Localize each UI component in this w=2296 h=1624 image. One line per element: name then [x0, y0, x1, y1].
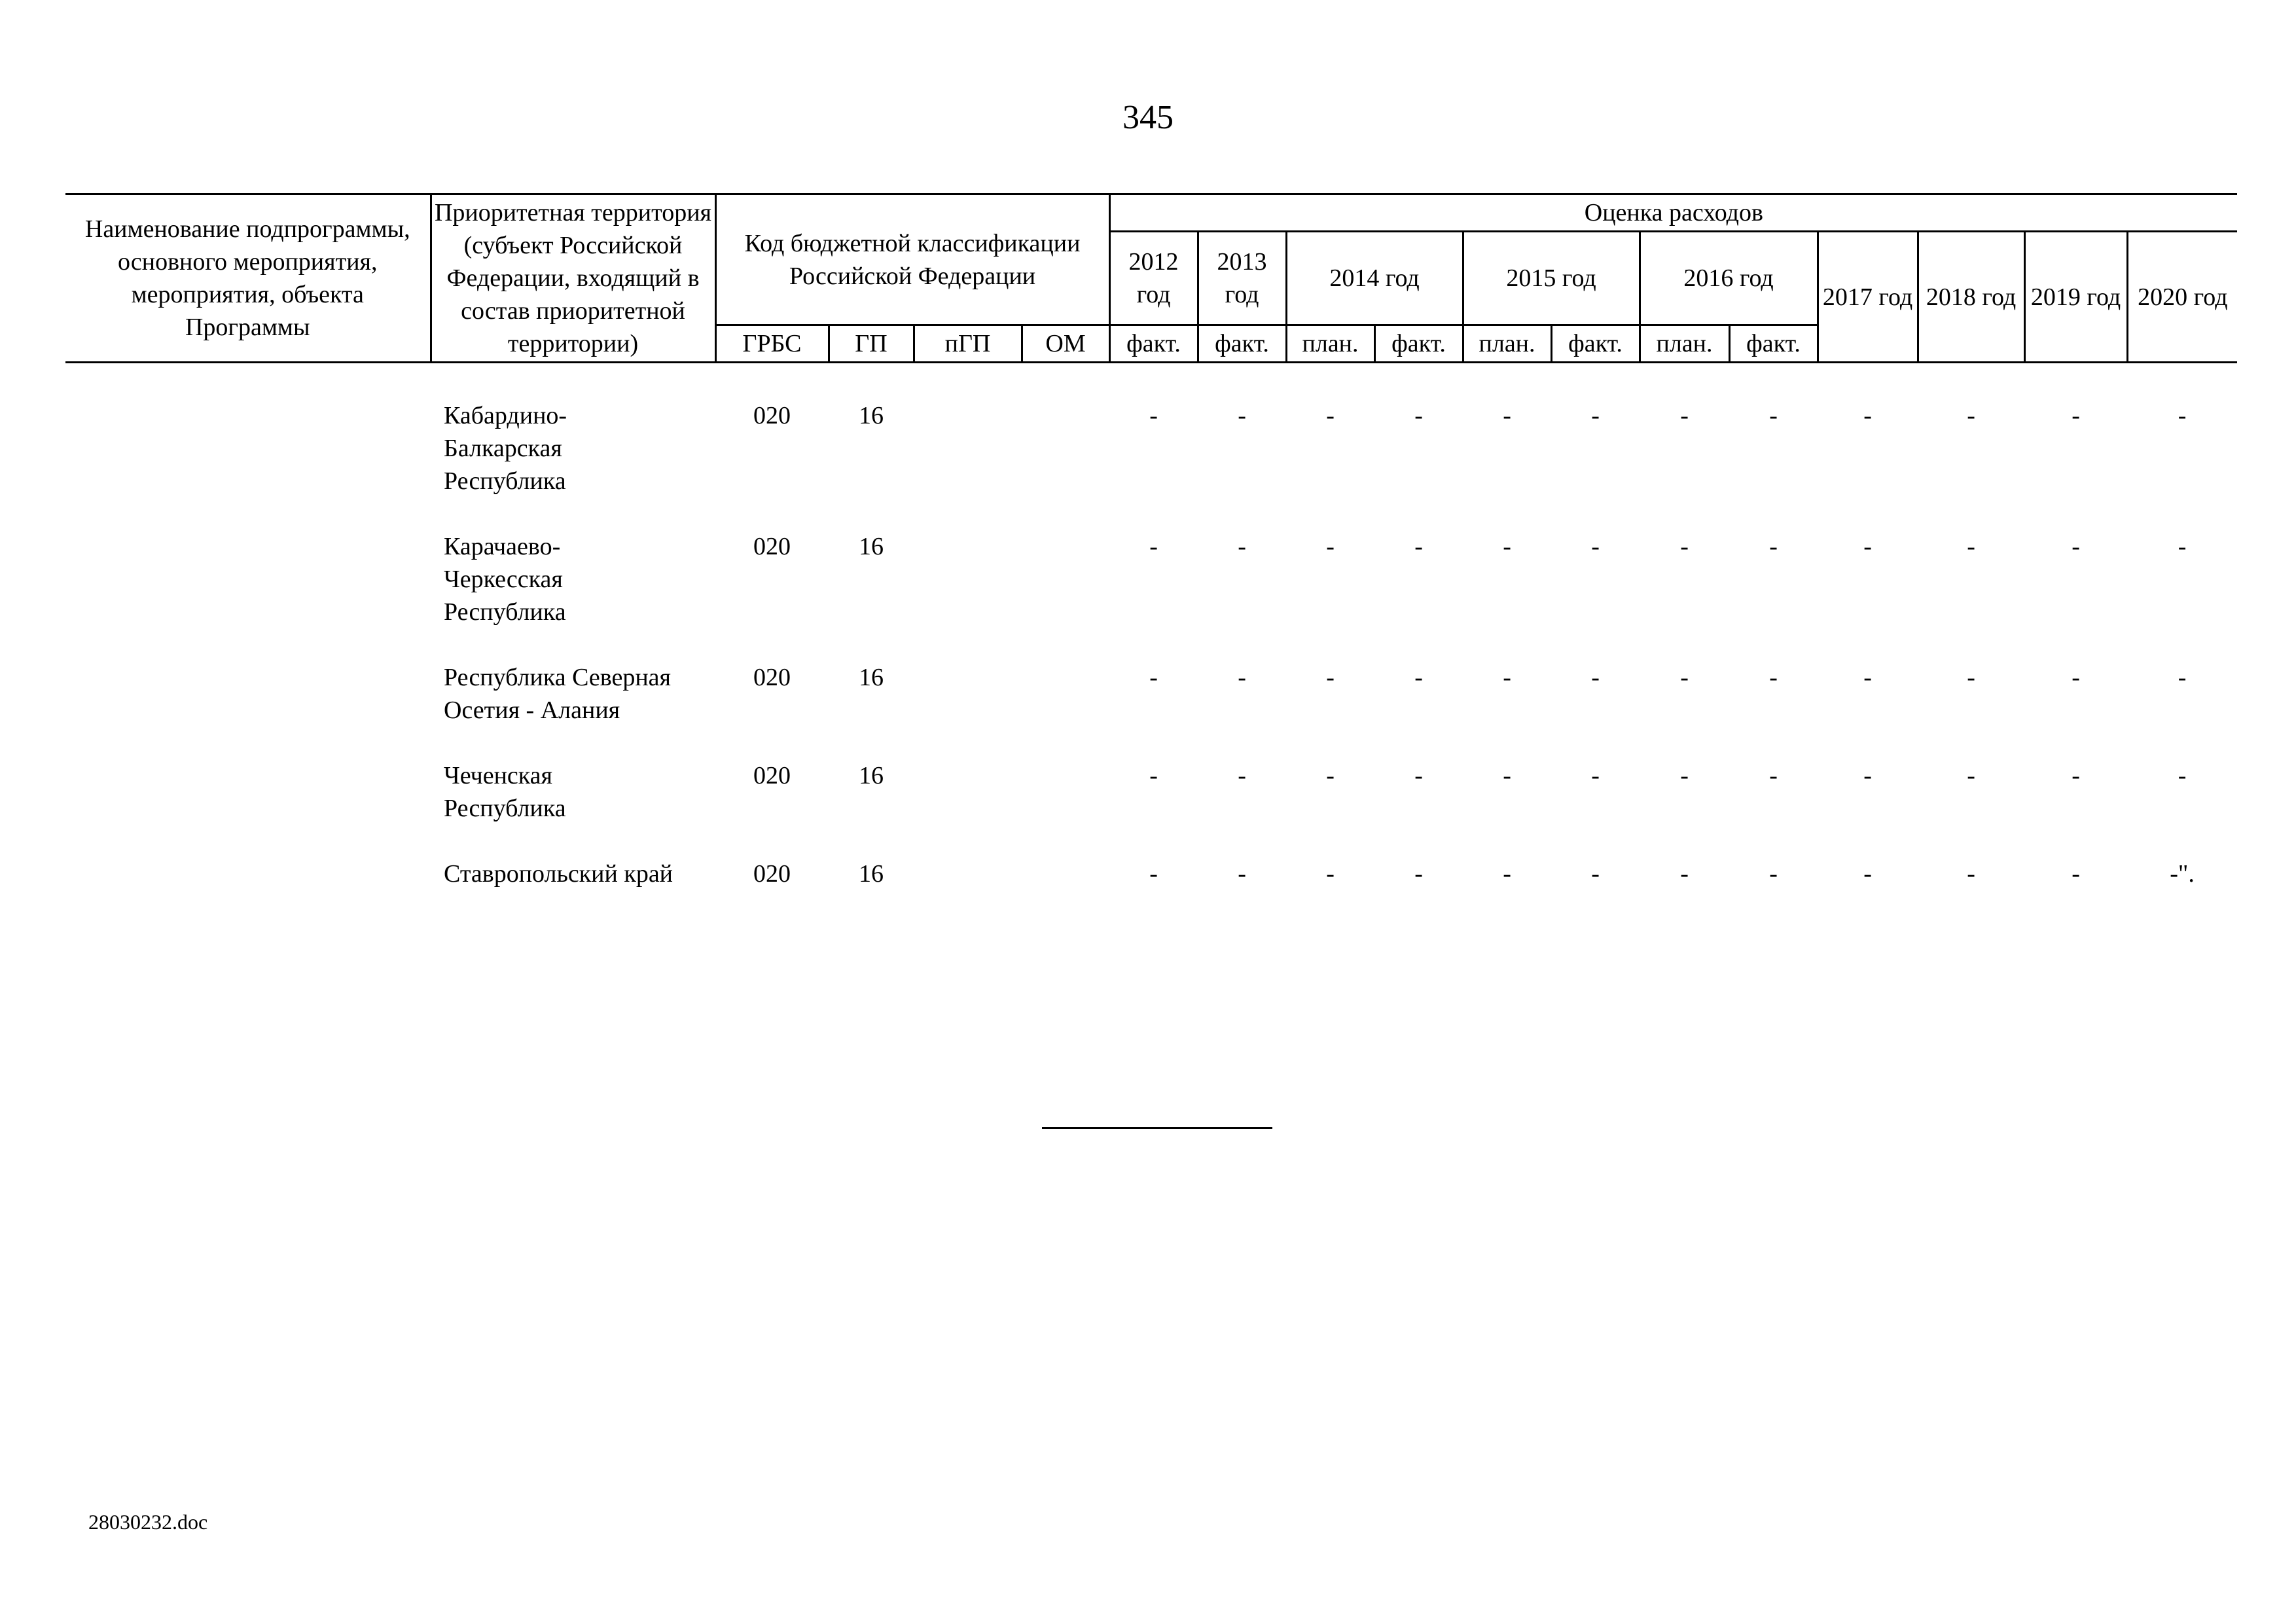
cell-value: -: [1591, 533, 1600, 560]
cell-value: -: [1863, 533, 1872, 560]
cell-territory: Кабардино- Балкарская Республика: [444, 402, 567, 495]
cell-value: -: [1503, 762, 1511, 789]
cell-value: -: [1238, 860, 1246, 888]
cell-name: [65, 363, 431, 531]
header-year-2017: 2017 год: [1818, 232, 1918, 363]
cell-value: -: [1149, 402, 1158, 429]
cell-value: -: [2178, 664, 2187, 691]
cell-value: -: [1680, 664, 1689, 691]
cell-value: -: [1503, 533, 1511, 560]
cell-value: -: [1326, 402, 1335, 429]
cell-om: [1022, 759, 1109, 857]
cell-gp: 16: [859, 762, 884, 789]
header-year-2012: 2012 год: [1109, 232, 1198, 325]
table-row: [65, 530, 2237, 661]
header-year-2020: 2020 год: [2127, 232, 2237, 363]
table-body: [65, 363, 2237, 924]
cell-value: -: [1149, 533, 1158, 560]
cell-value: -: [1680, 762, 1689, 789]
cell-value: -: [1967, 664, 1975, 691]
header-territory-column: Приоритетная территория (субъект Российской Федерации, входящий в состав приоритетной территории): [431, 194, 715, 363]
cell-grbs: 020: [753, 533, 791, 560]
header-om: ОМ: [1022, 325, 1109, 363]
cell-value: -: [2072, 762, 2080, 789]
cell-value: -: [1591, 762, 1600, 789]
cell-value: -: [1591, 402, 1600, 429]
cell-value: -".: [2170, 860, 2195, 888]
cell-gp: 16: [859, 402, 884, 429]
cell-value: -: [2072, 402, 2080, 429]
header-grbs: ГРБС: [715, 325, 829, 363]
cell-om: [1022, 661, 1109, 759]
cell-value: -: [1967, 402, 1975, 429]
cell-value: -: [1967, 860, 1975, 888]
cell-value: -: [2178, 762, 2187, 789]
cell-om: [1022, 857, 1109, 923]
header-gp: ГП: [829, 325, 914, 363]
cell-name: [65, 759, 431, 857]
cell-name: [65, 530, 431, 661]
cell-value: -: [1769, 664, 1778, 691]
cell-value: -: [1503, 402, 1511, 429]
header-2013-fact: факт.: [1198, 325, 1286, 363]
cell-om: [1022, 530, 1109, 661]
cell-value: -: [1863, 860, 1872, 888]
cell-value: -: [1863, 762, 1872, 789]
cell-value: -: [1769, 860, 1778, 888]
cell-value: -: [1238, 402, 1246, 429]
header-2014-plan: план.: [1286, 325, 1374, 363]
header-year-2019: 2019 год: [2024, 232, 2127, 363]
cell-value: -: [1967, 762, 1975, 789]
cell-om: [1022, 363, 1109, 531]
cell-value: -: [1503, 860, 1511, 888]
cell-value: -: [1326, 533, 1335, 560]
cell-territory: Республика Северная Осетия - Алания: [444, 664, 672, 724]
cell-value: -: [1326, 860, 1335, 888]
document-id: 28030232.doc: [88, 1510, 208, 1534]
header-2015-plan: план.: [1463, 325, 1551, 363]
cell-value: -: [1680, 402, 1689, 429]
separator-line: [1042, 1127, 1272, 1129]
cell-value: -: [1680, 860, 1689, 888]
cell-territory: Карачаево- Черкесская Республика: [444, 533, 566, 626]
cell-value: -: [1503, 664, 1511, 691]
header-2012-fact: факт.: [1109, 325, 1198, 363]
cell-grbs: 020: [753, 402, 791, 429]
table-row: [65, 857, 2237, 923]
cell-value: -: [1769, 402, 1778, 429]
cell-value: -: [2178, 402, 2187, 429]
cell-grbs: 020: [753, 664, 791, 691]
cell-value: -: [1238, 762, 1246, 789]
cell-pgp: [914, 759, 1022, 857]
cell-grbs: 020: [753, 762, 791, 789]
cell-value: -: [1414, 402, 1423, 429]
cell-value: -: [1591, 664, 1600, 691]
table-row: [65, 759, 2237, 857]
cell-pgp: [914, 530, 1022, 661]
header-2015-fact: факт.: [1551, 325, 1640, 363]
cell-value: -: [1149, 860, 1158, 888]
budget-table: [65, 193, 2237, 923]
header-name-column: Наименование подпрограммы, основного мероприятия, мероприятия, объекта Программы: [65, 194, 431, 363]
cell-value: -: [2178, 533, 2187, 560]
cell-pgp: [914, 661, 1022, 759]
cell-value: -: [1680, 533, 1689, 560]
header-2016-plan: план.: [1640, 325, 1729, 363]
header-year-2018: 2018 год: [1918, 232, 2024, 363]
cell-territory: Чеченская Республика: [444, 762, 566, 822]
cell-value: -: [1591, 860, 1600, 888]
cell-value: -: [1769, 762, 1778, 789]
page-number: 345: [1122, 99, 1174, 136]
cell-pgp: [914, 363, 1022, 531]
header-pgp: пГП: [914, 325, 1022, 363]
budget-table-wrapper: [65, 193, 2237, 923]
header-2014-fact: факт.: [1374, 325, 1463, 363]
header-year-2014: 2014 год: [1286, 232, 1463, 325]
header-year-2013: 2013 год: [1198, 232, 1286, 325]
cell-value: -: [2072, 533, 2080, 560]
cell-value: -: [2072, 860, 2080, 888]
table-row: [65, 363, 2237, 531]
header-2016-fact: факт.: [1729, 325, 1818, 363]
table-row: [65, 661, 2237, 759]
cell-value: -: [1769, 533, 1778, 560]
header-budget-code-group: Код бюджетной классификации Российской Федерации: [715, 194, 1109, 325]
table-header: [65, 194, 2237, 363]
cell-value: -: [1414, 533, 1423, 560]
header-year-2015: 2015 год: [1463, 232, 1640, 325]
cell-value: -: [1967, 533, 1975, 560]
cell-value: -: [1149, 762, 1158, 789]
header-expense-group: Оценка расходов: [1109, 194, 2237, 232]
cell-gp: 16: [859, 533, 884, 560]
cell-value: -: [1238, 533, 1246, 560]
cell-value: -: [1863, 664, 1872, 691]
cell-gp: 16: [859, 664, 884, 691]
cell-value: -: [1414, 860, 1423, 888]
cell-value: -: [1326, 664, 1335, 691]
cell-name: [65, 857, 431, 923]
cell-territory: Ставропольский край: [444, 860, 673, 888]
cell-value: -: [1414, 664, 1423, 691]
cell-name: [65, 661, 431, 759]
cell-value: -: [1863, 402, 1872, 429]
cell-pgp: [914, 857, 1022, 923]
cell-gp: 16: [859, 860, 884, 888]
cell-value: -: [1326, 762, 1335, 789]
cell-value: -: [1238, 664, 1246, 691]
cell-value: -: [2072, 664, 2080, 691]
cell-grbs: 020: [753, 860, 791, 888]
cell-value: -: [1149, 664, 1158, 691]
header-year-2016: 2016 год: [1640, 232, 1818, 325]
cell-value: -: [1414, 762, 1423, 789]
